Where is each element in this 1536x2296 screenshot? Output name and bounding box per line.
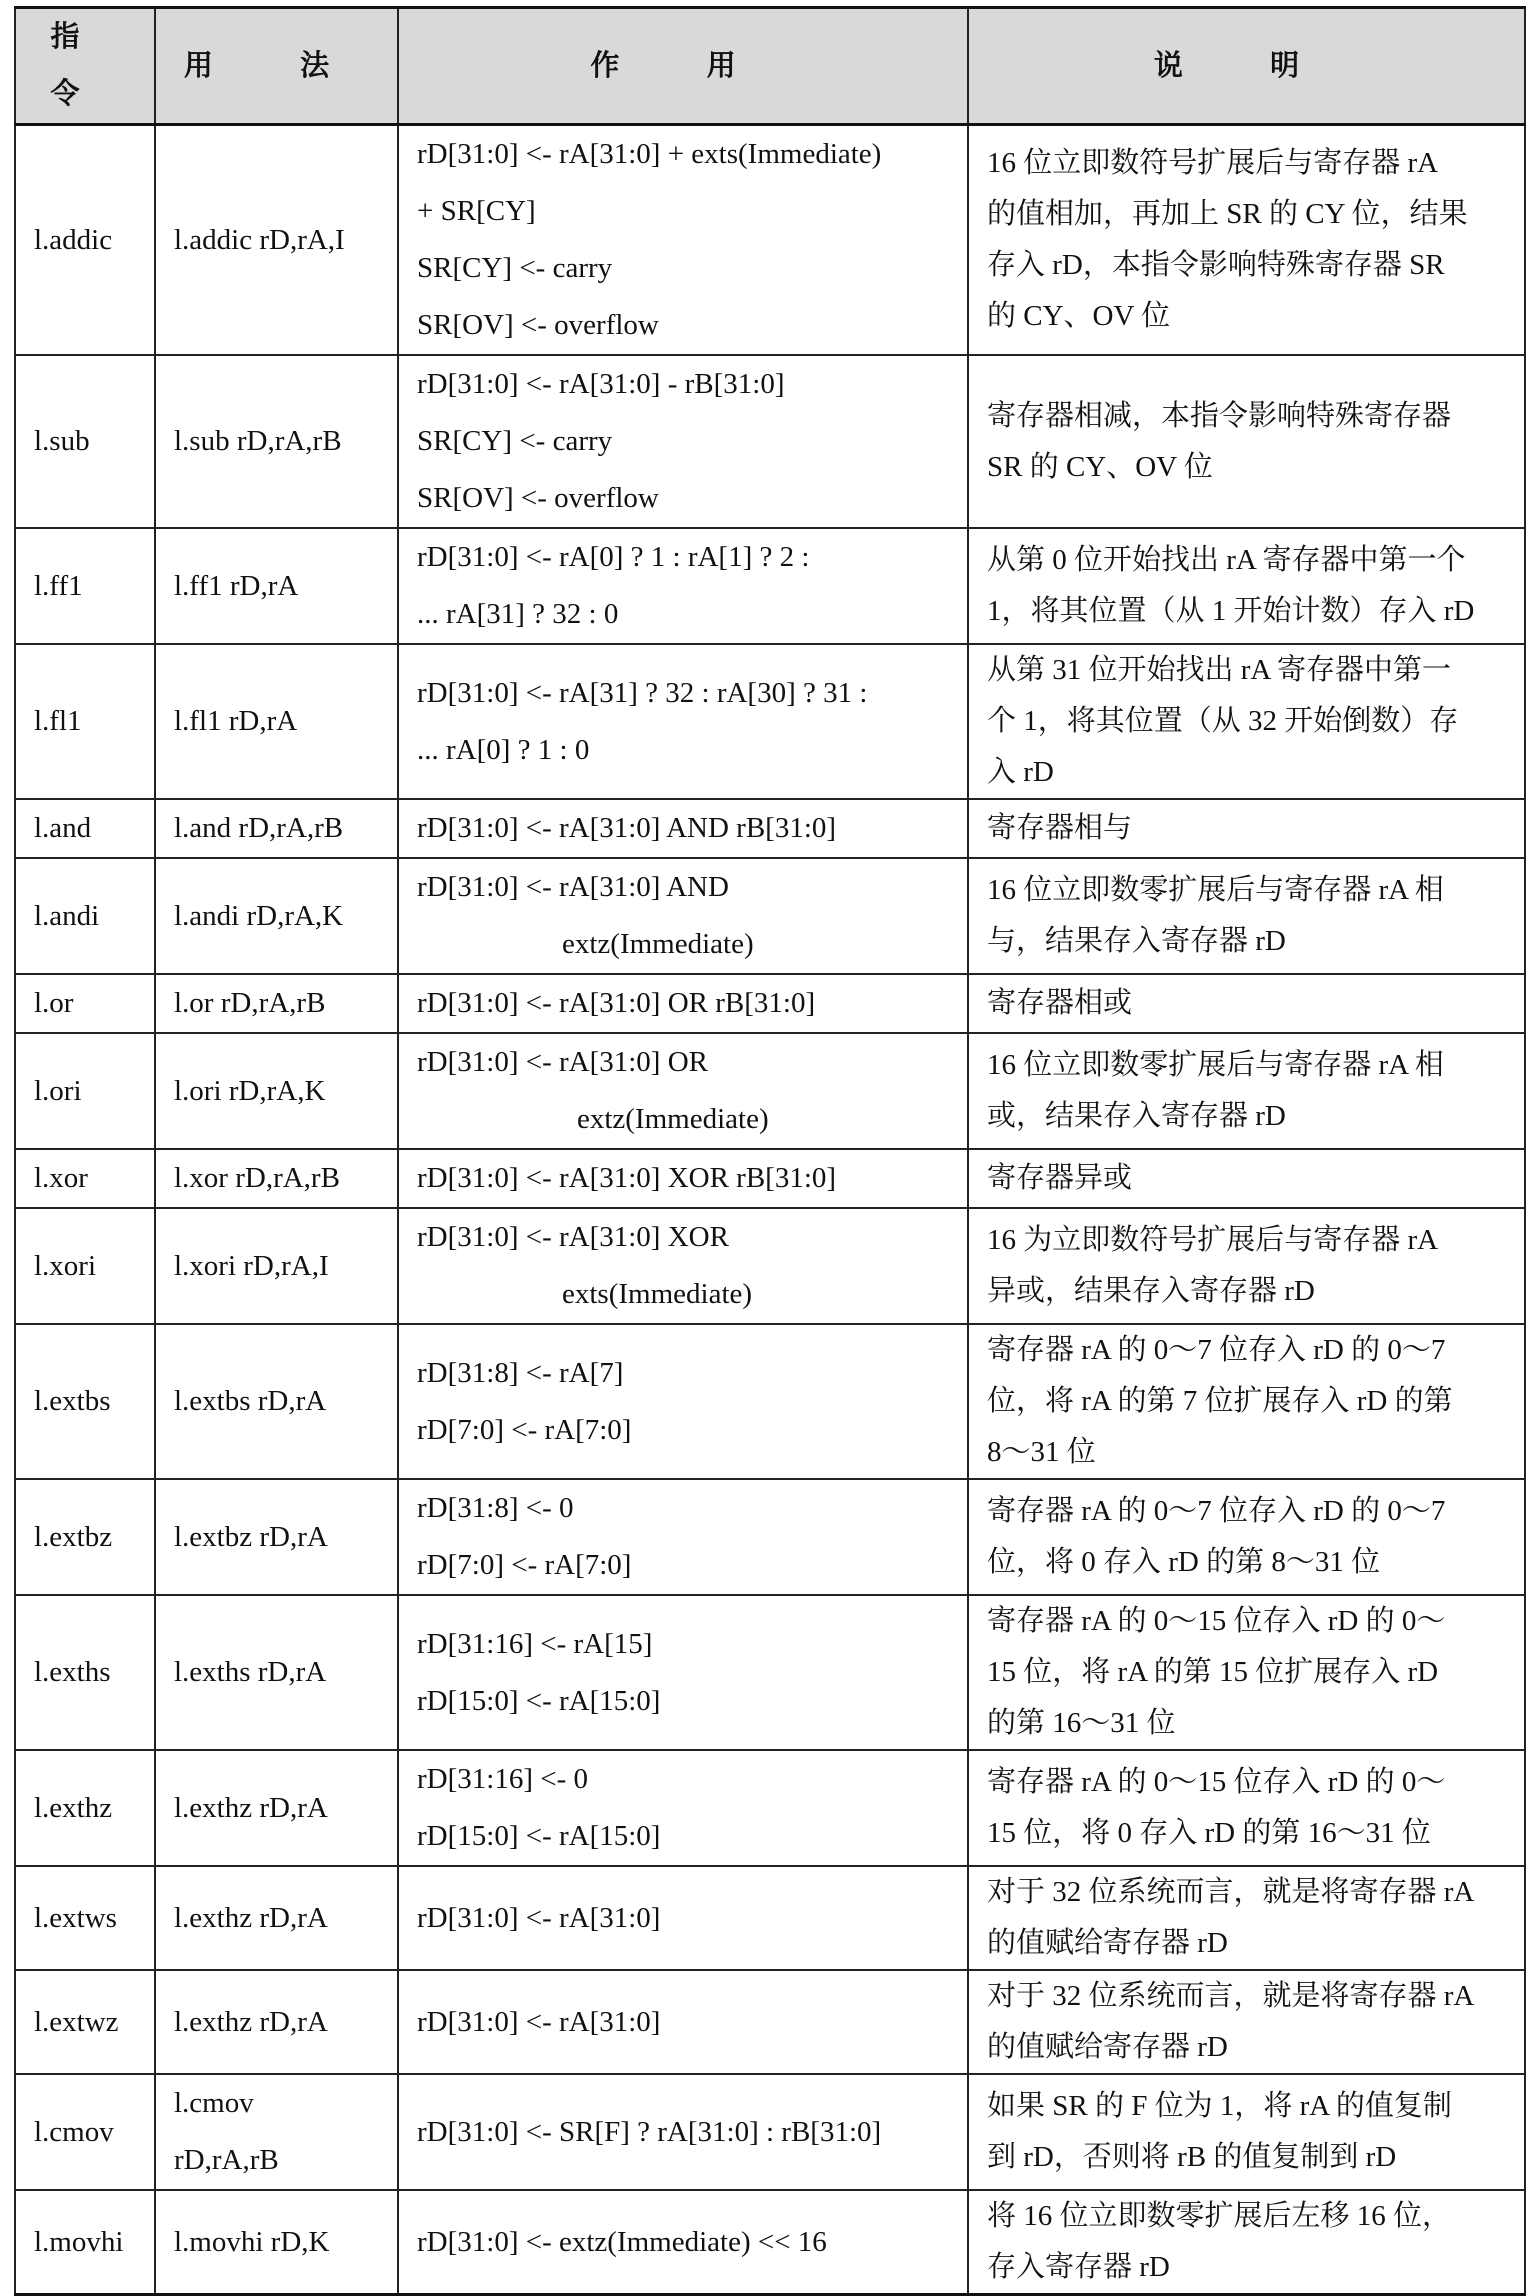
description-cell-line: 寄存器 rA 的 0～15 位存入 rD 的 0～ — [987, 1766, 1446, 1798]
description-cell — [968, 1479, 1525, 1595]
effect-cell-line: rD[31:0] <- rA[31:0] OR rB[31:0] — [417, 987, 816, 1019]
description-cell — [968, 1595, 1525, 1750]
description-cell-line: 寄存器相减，本指令影响特殊寄存器 — [987, 399, 1452, 432]
effect-cell-line: rD[31:8] <- 0 — [417, 1492, 574, 1524]
usage-cell-line: l.or rD,rA,rB — [174, 987, 326, 1019]
table-row — [15, 528, 1525, 644]
instruction-cell: l.andi — [15, 858, 155, 974]
effect-cell-line: rD[31:0] <- extz(Immediate) << 16 — [417, 2225, 827, 2258]
description-cell — [968, 1149, 1525, 1208]
instruction-table — [14, 6, 1526, 2296]
effect-cell — [398, 355, 968, 528]
description-cell-line: 或，结果存入寄存器 rD — [987, 1100, 1286, 1132]
instruction-cell: l.ff1 — [15, 528, 155, 644]
description-cell — [968, 528, 1525, 644]
description-cell-line: 对于 32 位系统而言，就是将寄存器 rA — [987, 1980, 1475, 2012]
usage-cell — [155, 858, 398, 974]
usage-cell-line: l.xor rD,rA,rB — [174, 1162, 340, 1194]
description-cell-line: 从第 0 位开始找出 rA 寄存器中第一个 — [987, 544, 1466, 576]
description-cell-line: 寄存器 rA 的 0～7 位存入 rD 的 0～7 — [987, 1334, 1446, 1366]
description-cell — [968, 1750, 1525, 1866]
table-row — [15, 974, 1525, 1033]
effect-cell — [398, 858, 968, 974]
usage-cell-line: l.exths rD,rA — [174, 1656, 327, 1688]
description-cell-line: 1，将其位置（从 1 开始计数）存入 rD — [987, 595, 1475, 627]
usage-cell-line: l.ff1 rD,rA — [174, 569, 299, 602]
usage-cell-line: l.xori rD,rA,I — [174, 1249, 329, 1282]
effect-cell-line: rD[7:0] <- rA[7:0] — [417, 1549, 632, 1581]
effect-cell — [398, 1479, 968, 1595]
effect-cell — [398, 1750, 968, 1866]
usage-cell — [155, 125, 398, 356]
effect-cell-line: SR[CY] <- carry — [417, 252, 613, 284]
usage-cell — [155, 799, 398, 858]
effect-cell-line: extz(Immediate) — [577, 1103, 769, 1135]
effect-cell-line: SR[OV] <- overflow — [417, 309, 659, 341]
effect-cell — [398, 1208, 968, 1324]
instruction-cell: l.xori — [15, 1208, 155, 1324]
description-cell — [968, 355, 1525, 528]
usage-cell — [155, 1208, 398, 1324]
effect-cell-line: rD[31:0] <- rA[31:0] XOR — [417, 1221, 729, 1253]
usage-cell — [155, 1324, 398, 1479]
table-row — [15, 1033, 1525, 1149]
table-row — [15, 1750, 1525, 1866]
effect-cell-line: rD[31:0] <- rA[31:0] — [417, 1901, 661, 1934]
effect-cell-line: ... rA[31] ? 32 : 0 — [417, 598, 619, 630]
table-row — [15, 1970, 1525, 2074]
effect-cell — [398, 528, 968, 644]
effect-cell-line: rD[31:0] <- rA[31:0] AND rB[31:0] — [417, 812, 837, 844]
description-cell — [968, 1208, 1525, 1324]
header-instruction: 指 令 — [15, 8, 155, 125]
description-cell-line: 的 CY、OV 位 — [987, 300, 1171, 332]
instruction-cell: l.movhi — [15, 2190, 155, 2295]
description-cell-line: 16 为立即数符号扩展后与寄存器 rA — [987, 1224, 1439, 1256]
instruction-cell: l.extws — [15, 1866, 155, 1970]
effect-cell-line: rD[31:0] <- rA[31:0] - rB[31:0] — [417, 368, 785, 400]
table-body — [15, 125, 1525, 2295]
table-row — [15, 1324, 1525, 1479]
effect-cell — [398, 2074, 968, 2190]
header-usage: 用 法 — [155, 8, 398, 125]
table-row — [15, 2074, 1525, 2190]
effect-cell — [398, 2190, 968, 2295]
description-cell-line: 寄存器 rA 的 0～7 位存入 rD 的 0～7 — [987, 1495, 1446, 1527]
description-cell-line: 从第 31 位开始找出 rA 寄存器中第一 — [987, 654, 1452, 686]
effect-cell-line: rD[31:0] <- rA[31:0] — [417, 2005, 661, 2038]
effect-cell — [398, 974, 968, 1033]
usage-cell-line: l.movhi rD,K — [174, 2225, 330, 2258]
description-cell-line: 寄存器 rA 的 0～15 位存入 rD 的 0～ — [987, 1605, 1446, 1637]
description-cell — [968, 799, 1525, 858]
description-cell-line: 存入 rD，本指令影响特殊寄存器 SR — [987, 249, 1445, 281]
table-row — [15, 1595, 1525, 1750]
header-row — [15, 8, 1525, 125]
instruction-cell: l.xor — [15, 1149, 155, 1208]
effect-cell-line: + SR[CY] — [417, 195, 536, 227]
effect-cell-line: SR[CY] <- carry — [417, 425, 613, 457]
description-cell — [968, 1866, 1525, 1970]
table-row — [15, 799, 1525, 858]
description-cell — [968, 1033, 1525, 1149]
instruction-cell: l.sub — [15, 355, 155, 528]
instruction-cell: l.or — [15, 974, 155, 1033]
effect-cell — [398, 799, 968, 858]
table-header — [15, 8, 1525, 125]
header-description: 说 明 — [968, 8, 1525, 125]
table-row — [15, 2190, 1525, 2295]
description-cell-line: 的第 16～31 位 — [987, 1707, 1176, 1739]
description-cell-line: 的值赋给寄存器 rD — [987, 2031, 1228, 2063]
usage-cell — [155, 1595, 398, 1750]
usage-cell — [155, 1750, 398, 1866]
table-row — [15, 1149, 1525, 1208]
usage-cell-line: l.ori rD,rA,K — [174, 1074, 326, 1107]
usage-cell-line: l.sub rD,rA,rB — [174, 425, 342, 457]
description-cell-line: 如果 SR 的 F 位为 1，将 rA 的值复制 — [987, 2090, 1452, 2122]
effect-cell-line: rD[31:0] <- rA[31:0] OR — [417, 1046, 708, 1078]
usage-cell — [155, 1866, 398, 1970]
instruction-cell: l.extwz — [15, 1970, 155, 2074]
usage-cell-line: l.extbz rD,rA — [174, 1520, 328, 1553]
effect-cell-line: rD[7:0] <- rA[7:0] — [417, 1413, 632, 1446]
description-cell-line: 的值赋给寄存器 rD — [987, 1927, 1228, 1959]
usage-cell-line: l.exthz rD,rA — [174, 2005, 328, 2038]
usage-cell-line: l.extbs rD,rA — [174, 1385, 327, 1417]
description-cell — [968, 1324, 1525, 1479]
usage-cell-line: l.exthz rD,rA — [174, 1791, 328, 1824]
usage-cell-line: l.addic rD,rA,I — [174, 223, 345, 256]
instruction-cell: l.extbs — [15, 1324, 155, 1479]
description-cell-line: 15 位，将 0 存入 rD 的第 16～31 位 — [987, 1817, 1431, 1849]
description-cell — [968, 2190, 1525, 2295]
usage-cell-line: l.and rD,rA,rB — [174, 812, 344, 844]
effect-cell — [398, 1595, 968, 1750]
description-cell-line: 16 位立即数符号扩展后与寄存器 rA — [987, 147, 1439, 179]
description-cell-line: 寄存器相与 — [987, 812, 1133, 844]
usage-cell — [155, 1033, 398, 1149]
table-row — [15, 858, 1525, 974]
effect-cell — [398, 1033, 968, 1149]
effect-cell-line: rD[31:0] <- rA[31:0] AND — [417, 871, 729, 903]
header-effect: 作 用 — [398, 8, 968, 125]
effect-cell — [398, 1970, 968, 2074]
effect-cell-line: rD[31:0] <- rA[0] ? 1 : rA[1] ? 2 : — [417, 541, 810, 573]
usage-cell — [155, 2190, 398, 2295]
description-cell-line: 入 rD — [987, 756, 1054, 788]
description-cell-line: 15 位，将 rA 的第 15 位扩展存入 rD — [987, 1656, 1439, 1688]
description-cell-line: 将 16 位立即数零扩展后左移 16 位， — [987, 2200, 1452, 2232]
effect-cell-line: rD[31:8] <- rA[7] — [417, 1356, 624, 1389]
usage-cell — [155, 974, 398, 1033]
usage-cell-line: rD,rA,rB — [174, 2144, 279, 2176]
description-cell-line: 个 1，将其位置（从 32 开始倒数）存 — [987, 705, 1459, 737]
instruction-cell: l.fl1 — [15, 644, 155, 799]
description-cell-line: 对于 32 位系统而言，就是将寄存器 rA — [987, 1876, 1475, 1908]
effect-cell-line: rD[31:0] <- rA[31] ? 32 : rA[30] ? 31 : — [417, 676, 868, 709]
description-cell-line: 存入寄存器 rD — [987, 2251, 1170, 2283]
description-cell — [968, 1970, 1525, 2074]
description-cell-line: 到 rD，否则将 rB 的值复制到 rD — [987, 2141, 1397, 2173]
table-row — [15, 125, 1525, 356]
effect-cell-line: rD[15:0] <- rA[15:0] — [417, 1820, 661, 1852]
description-cell-line: 16 位立即数零扩展后与寄存器 rA 相 — [987, 1049, 1444, 1081]
usage-cell-line: l.andi rD,rA,K — [174, 899, 344, 932]
effect-cell-line: rD[31:0] <- rA[31:0] + exts(Immediate) — [417, 138, 882, 170]
effect-cell-line: ... rA[0] ? 1 : 0 — [417, 733, 590, 766]
table-row — [15, 644, 1525, 799]
description-cell-line: 与，结果存入寄存器 rD — [987, 925, 1286, 957]
usage-cell-line: l.fl1 rD,rA — [174, 705, 298, 737]
description-cell-line: 8～31 位 — [987, 1436, 1096, 1468]
effect-cell-line: extz(Immediate) — [562, 928, 754, 960]
usage-cell — [155, 2074, 398, 2190]
usage-cell — [155, 1149, 398, 1208]
instruction-cell: l.cmov — [15, 2074, 155, 2190]
effect-cell-line: rD[31:16] <- rA[15] — [417, 1627, 653, 1660]
effect-cell-line: rD[15:0] <- rA[15:0] — [417, 1684, 661, 1717]
instruction-cell: l.ori — [15, 1033, 155, 1149]
description-cell-line: 16 位立即数零扩展后与寄存器 rA 相 — [987, 874, 1444, 906]
table-row — [15, 1208, 1525, 1324]
description-cell-line: 寄存器相或 — [987, 987, 1133, 1019]
table-row — [15, 1866, 1525, 1970]
description-cell-line: 寄存器异或 — [987, 1162, 1133, 1194]
usage-cell-line: l.cmov — [174, 2087, 254, 2119]
table-row — [15, 355, 1525, 528]
effect-cell — [398, 125, 968, 356]
usage-cell — [155, 1970, 398, 2074]
description-cell — [968, 125, 1525, 356]
effect-cell — [398, 1866, 968, 1970]
usage-cell — [155, 528, 398, 644]
description-cell — [968, 858, 1525, 974]
effect-cell — [398, 1149, 968, 1208]
instruction-cell: l.addic — [15, 125, 155, 356]
description-cell — [968, 644, 1525, 799]
effect-cell-line: exts(Immediate) — [562, 1278, 753, 1310]
description-cell-line: SR 的 CY、OV 位 — [987, 450, 1213, 483]
usage-cell — [155, 1479, 398, 1595]
instruction-cell: l.exthz — [15, 1750, 155, 1866]
description-cell — [968, 2074, 1525, 2190]
instruction-cell: l.and — [15, 799, 155, 858]
description-cell-line: 的值相加，再加上 SR 的 CY 位，结果 — [987, 198, 1468, 230]
instruction-cell: l.exths — [15, 1595, 155, 1750]
description-cell-line: 位，将 rA 的第 7 位扩展存入 rD 的第 — [987, 1385, 1453, 1417]
description-cell-line: 异或，结果存入寄存器 rD — [987, 1275, 1315, 1307]
effect-cell-line: rD[31:0] <- SR[F] ? rA[31:0] : rB[31:0] — [417, 2115, 882, 2148]
instruction-cell: l.extbz — [15, 1479, 155, 1595]
effect-cell-line: rD[31:16] <- 0 — [417, 1763, 588, 1795]
effect-cell-line: rD[31:0] <- rA[31:0] XOR rB[31:0] — [417, 1162, 837, 1194]
effect-cell-line: SR[OV] <- overflow — [417, 482, 659, 514]
usage-cell — [155, 355, 398, 528]
usage-cell-line: l.exthz rD,rA — [174, 1901, 328, 1934]
effect-cell — [398, 1324, 968, 1479]
description-cell — [968, 974, 1525, 1033]
table-row — [15, 1479, 1525, 1595]
description-cell-line: 位，将 0 存入 rD 的第 8～31 位 — [987, 1546, 1381, 1578]
effect-cell — [398, 644, 968, 799]
usage-cell — [155, 644, 398, 799]
